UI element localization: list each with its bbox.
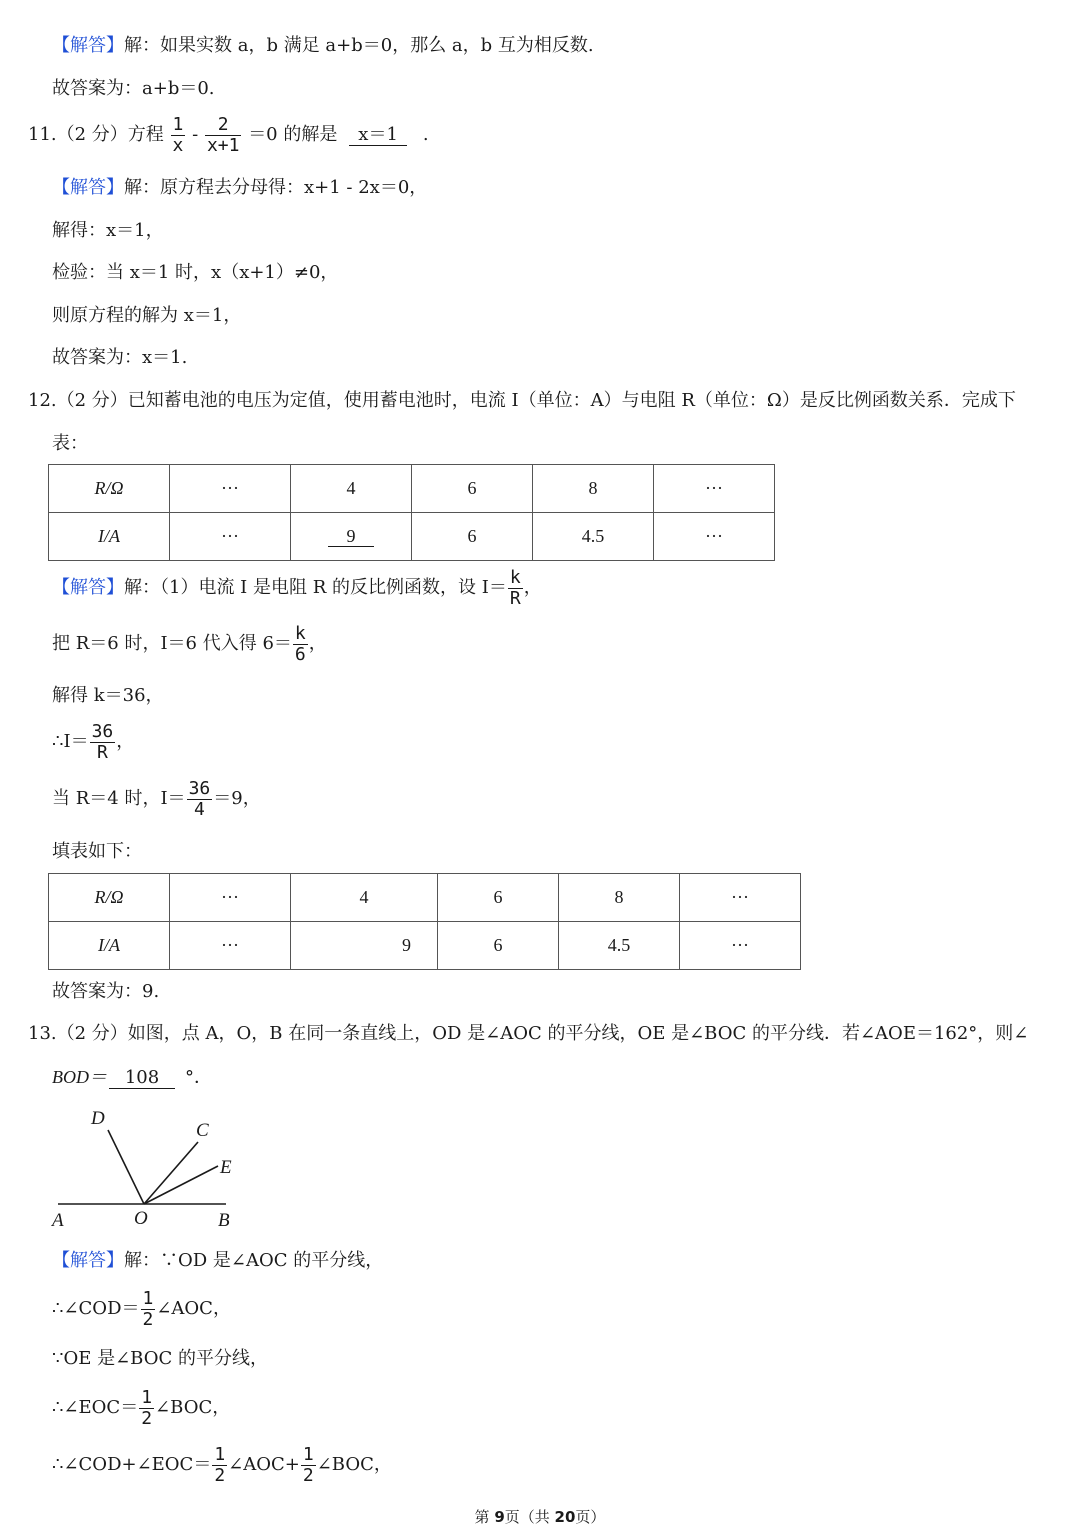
frac-numerator: 36	[188, 777, 211, 799]
q13-a5-post: ∠BOC，	[316, 1454, 392, 1475]
footer-total-pages: 20	[554, 1508, 576, 1526]
q11-answer	[52, 176, 427, 200]
q13-stem2-post: °．	[185, 1067, 212, 1088]
answer-tag: 【解答】	[52, 177, 124, 198]
q10-answer-text: 解：如果实数 a，b 满足 a+b＝0，那么 a，b 互为相反数.	[124, 35, 594, 56]
frac-numerator: 1	[172, 113, 184, 135]
table-cell: I/A	[49, 513, 170, 561]
footer-mid: 页（共	[504, 1508, 555, 1526]
table-cell: ···	[654, 465, 775, 513]
q13-a5-fraction-2	[301, 1443, 316, 1486]
q11-fraction-1	[171, 113, 186, 156]
q12-s1-fraction	[508, 566, 523, 609]
table-cell: 6	[412, 465, 533, 513]
frac-denominator: 2	[141, 1407, 153, 1429]
label-B: B	[218, 1210, 230, 1231]
q13-answer-a4	[52, 1386, 230, 1430]
q12-answer-s4	[52, 720, 134, 764]
frac-denominator: 6	[294, 643, 306, 665]
frac-numerator: k	[294, 622, 306, 644]
ray-OD	[108, 1130, 144, 1204]
answer-tag: 【解答】	[52, 35, 124, 56]
q13-a4-text: ∴∠EOC＝	[52, 1397, 139, 1418]
table-cell: ···	[170, 465, 291, 513]
q12-s1-post: ，	[523, 577, 542, 598]
table-cell: 4.5	[533, 513, 654, 561]
footer-post: 页）	[575, 1508, 606, 1526]
table-cell: 4	[291, 874, 438, 922]
q11-step2: 解得：x＝1，	[52, 220, 164, 241]
table-cell: ···	[680, 922, 801, 970]
q11-answer-blank: x＝1	[349, 125, 407, 146]
q13-a4-fraction	[139, 1386, 154, 1429]
q12-answer-s5	[52, 777, 261, 821]
frac-numerator: 2	[217, 113, 229, 135]
label-O: O	[134, 1208, 148, 1229]
q10-answer	[52, 34, 594, 58]
footer-page-number: 9	[494, 1508, 505, 1526]
q13-a5-text: ∴∠COD+∠EOC＝	[52, 1454, 212, 1475]
frac-numerator: k	[509, 566, 521, 588]
answer-tag: 【解答】	[52, 577, 124, 598]
q11-step3: 检验：当 x＝1 时，x（x+1）≠0，	[52, 262, 339, 283]
q13-answer-a5	[52, 1443, 392, 1487]
q12-s2-fraction	[293, 622, 308, 665]
table-cell: 8	[559, 874, 680, 922]
label-C: C	[196, 1120, 209, 1141]
label-E: E	[220, 1157, 232, 1178]
q11-minus: -	[192, 124, 204, 145]
label-D: D	[91, 1108, 105, 1129]
frac-denominator: 2	[214, 1464, 226, 1486]
q12-final: 故答案为：9.	[52, 981, 160, 1002]
table-cell: ···	[170, 513, 291, 561]
q12-s2-text: 把 R＝6 时，I＝6 代入得 6＝	[52, 633, 292, 654]
q13-figure	[48, 1100, 248, 1235]
frac-denominator: R	[509, 587, 521, 609]
q11-stem	[28, 113, 429, 157]
q12-table-answer	[48, 873, 801, 970]
answer-tag: 【解答】	[52, 1250, 124, 1271]
q13-stem2-pre: BOD＝	[52, 1067, 107, 1087]
q12-s4-post: ，	[116, 731, 135, 752]
table-cell: 6	[412, 513, 533, 561]
q12-s5-text: 当 R＝4 时，I＝	[52, 788, 186, 809]
ray-OC	[144, 1142, 198, 1204]
q12-s5-post: ＝9，	[213, 788, 261, 809]
q13-a3: ∵OE 是∠BOC 的平分线，	[52, 1348, 268, 1369]
q10-final: 故答案为：a+b＝0.	[52, 78, 215, 99]
q12-stem: 12.（2 分）已知蓄电池的电压为定值，使用蓄电池时，电流 I（单位：A）与电阻 R（单位：Ω）是反比例函数关系．完成下	[28, 390, 1016, 411]
table-row	[49, 465, 775, 513]
table-cell: ···	[680, 874, 801, 922]
q13-answer-blank: 108	[109, 1068, 175, 1089]
ray-OE	[144, 1166, 218, 1204]
frac-numerator: 36	[91, 720, 114, 742]
q11-end: .	[422, 124, 429, 145]
q12-s4-text: ∴I＝	[52, 731, 89, 752]
table-cell: ···	[654, 513, 775, 561]
q12-s5-fraction	[187, 777, 213, 820]
frac-numerator: 1	[302, 1443, 314, 1465]
q12-s3: 解得 k＝36，	[52, 685, 164, 706]
q12-answer-blank: 9	[328, 526, 374, 547]
q13-stem: 13.（2 分）如图，点 A，O，B 在同一条直线上，OD 是∠AOC 的平分线，OE 是∠BOC 的平分线．若∠AOE＝162°，则∠	[28, 1023, 1029, 1044]
q13-a2-text: ∴∠COD＝	[52, 1298, 140, 1319]
frac-numerator: 1	[214, 1443, 226, 1465]
table-cell: I/A	[49, 922, 170, 970]
table-cell: 4	[291, 465, 412, 513]
table-cell: 6	[438, 874, 559, 922]
q11-step1: 解：原方程去分母得：x+1 - 2x＝0，	[124, 177, 428, 198]
table-cell: 4.5	[559, 922, 680, 970]
table-cell: R/Ω	[49, 465, 170, 513]
q11-fraction-2	[205, 113, 242, 156]
table-cell: 9	[291, 922, 438, 970]
q12-table-question	[48, 464, 775, 561]
table-row	[49, 874, 801, 922]
q13-a4-post: ∠BOC，	[155, 1397, 231, 1418]
q13-a5-fraction-1	[212, 1443, 227, 1486]
q13-a2-fraction	[141, 1287, 156, 1330]
frac-denominator: R	[96, 741, 108, 763]
table-row	[49, 922, 801, 970]
frac-numerator: 1	[141, 1386, 153, 1408]
frac-denominator: 2	[142, 1308, 154, 1330]
q12-answer-s1	[52, 566, 542, 610]
label-A: A	[52, 1210, 64, 1231]
frac-denominator: x+1	[206, 134, 240, 156]
q13-answer-a2	[52, 1287, 231, 1331]
q13-answer-a1	[52, 1249, 383, 1273]
table-cell: ···	[170, 874, 291, 922]
q11-equation-tail: ＝0 的解是	[248, 124, 338, 145]
frac-denominator: 4	[193, 798, 205, 820]
q12-s2-post: ，	[308, 633, 327, 654]
q12-s1-text: 解：（1）电流 I 是电阻 R 的反比例函数，设 I＝	[124, 577, 507, 598]
frac-numerator: 1	[142, 1287, 154, 1309]
table-cell: 6	[438, 922, 559, 970]
q11-final: 故答案为：x＝1.	[52, 347, 188, 368]
frac-denominator: x	[172, 134, 184, 156]
q12-stem-cont: 表：	[52, 433, 88, 454]
q11-step4: 则原方程的解为 x＝1，	[52, 305, 242, 326]
page-footer	[0, 1506, 1080, 1527]
q12-s4-fraction	[90, 720, 116, 763]
table-row	[49, 513, 775, 561]
table-cell: ···	[170, 922, 291, 970]
footer-pre: 第	[474, 1508, 495, 1526]
q13-a2-post: ∠AOC，	[156, 1298, 231, 1319]
q13-a1-text: 解：∵OD 是∠AOC 的平分线，	[124, 1250, 384, 1271]
q13-a5-mid: ∠AOC+	[228, 1454, 300, 1475]
table-cell: R/Ω	[49, 874, 170, 922]
frac-denominator: 2	[302, 1464, 314, 1486]
q12-s6: 填表如下：	[52, 841, 142, 862]
q11-prefix: 11.（2 分）方程	[28, 124, 164, 145]
table-cell-blank	[291, 513, 412, 561]
q13-stem-cont	[52, 1065, 212, 1090]
q12-answer-s2	[52, 622, 327, 666]
table-cell: 8	[533, 465, 654, 513]
